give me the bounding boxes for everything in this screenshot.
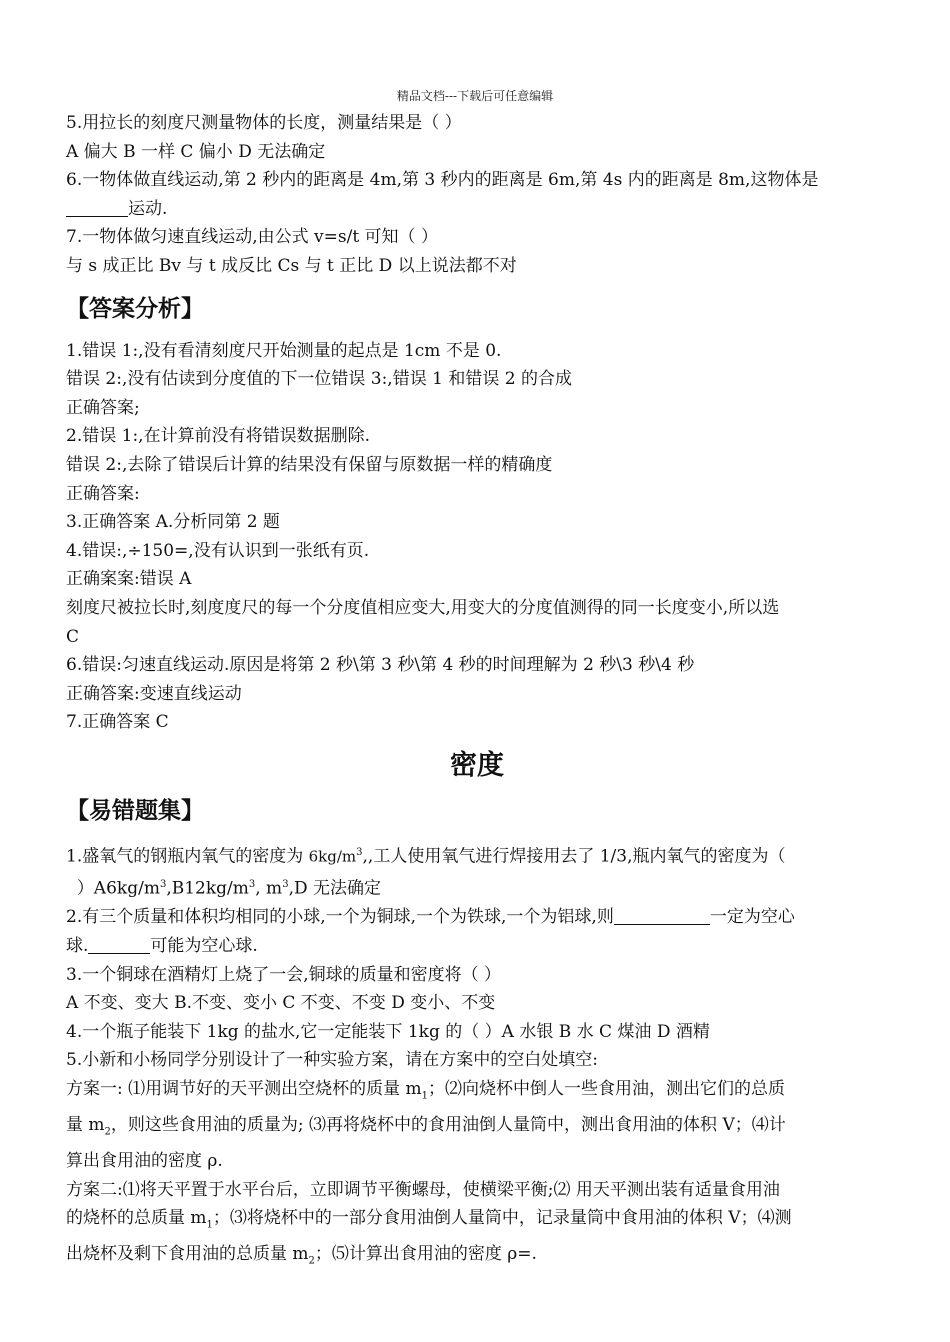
- answer-line: 3.正确答案 A.分析同第 2 题: [66, 512, 280, 533]
- subscript: 1: [206, 1219, 213, 1231]
- density-question-1-line1: [66, 839, 888, 871]
- q2-text: 可能为空心球.: [150, 935, 258, 956]
- answer-line: 正确答案:变速直线运动: [66, 683, 242, 704]
- plan-1-text: 量 m: [66, 1114, 105, 1135]
- answer-line: 正确案案:错误 A: [66, 569, 192, 590]
- answer-line: 4.错误:,÷150=,没有认识到一张纸有页.: [66, 540, 370, 561]
- plan-2-text: 的烧杯的总质量 m: [66, 1208, 207, 1229]
- density-question-3: 3.一个铜球在酒精灯上烧了一会,铜球的质量和密度将（ ）: [66, 964, 502, 985]
- superscript: 3: [248, 879, 256, 891]
- document-body: [66, 109, 888, 1276]
- error-prone-heading: 【易错题集】: [66, 797, 204, 824]
- answer-line: 1.错误 1:,没有看清刻度尺开始测量的起点是 1cm 不是 0.: [66, 340, 502, 361]
- q1-option-a: ）A6kg/m: [76, 878, 160, 899]
- answer-line: 刻度尺被拉长时,刻度度尺的每一个分度值相应变大,用变大的分度值测得的同一长度变小,所以选: [66, 597, 780, 618]
- answer-list: [66, 337, 888, 737]
- answer-line: 正确答案;: [66, 397, 140, 418]
- q1-text: 1.盛氧气的钢瓶内氧气的密度为: [66, 846, 309, 867]
- density-question-2-line1: [66, 903, 888, 932]
- plan-1-text: ，则这些食用油的质量为; ⑶再将烧杯中的食用油倒人量筒中，测出食用油的体积 V；⑷计: [110, 1114, 786, 1135]
- q1-option-d: ,D 无法确定: [288, 878, 381, 899]
- plan-1-text: ；⑵向烧杯中倒人一些食用油，测出它们的总质: [428, 1078, 786, 1099]
- q1-text: ,,工人使用氧气进行焊接用去了 1/3,瓶内氧气的密度为（: [362, 846, 786, 867]
- fill-blank: [614, 907, 710, 925]
- answer-line: 7.正确答案 C: [66, 712, 169, 733]
- superscript: 3: [159, 879, 167, 891]
- density-question-2-line2: [66, 932, 888, 961]
- plan-2-line3: [66, 1240, 888, 1276]
- density-question-4: 4.一个瓶子能装下 1kg 的盐水,它一定能装下 1kg 的（ ）A 水银 B 水 C 煤油 D 酒精: [66, 1021, 710, 1042]
- density-question-5: 5.小新和小杨同学分别设计了一种实验方案，请在方案中的空白处填空:: [66, 1050, 598, 1071]
- plan-1-line3: 算出食用油的密度 ρ.: [66, 1150, 223, 1171]
- superscript: 3: [356, 846, 363, 858]
- q1-option-c: , m: [255, 878, 283, 899]
- answer-line: 错误 2:,没有估读到分度值的下一位错误 3:,错误 1 和错误 2 的合成: [66, 369, 572, 390]
- question-7: 7.一物体做匀速直线运动,由公式 v=s/t 可知（ ）: [66, 227, 438, 248]
- plan-2-text: ；⑸计算出食用油的密度 ρ=.: [314, 1244, 537, 1265]
- plan-1-line1: [66, 1075, 888, 1111]
- subscript: 2: [104, 1126, 111, 1138]
- answer-analysis-heading: 【答案分析】: [66, 295, 204, 322]
- question-5: 5.用拉长的刻度尺测量物体的长度，测量结果是（ ）: [66, 113, 462, 133]
- plan-2-text: 出烧杯及剩下食用油的总质量 m: [66, 1244, 309, 1265]
- plan-2-text: ；⑶将烧杯中的一部分食用油倒人量筒中，记录量筒中食用油的体积 V；⑷测: [212, 1208, 792, 1229]
- q2-text: 球.: [66, 935, 89, 956]
- q2-text: 一定为空心: [709, 907, 795, 928]
- superscript: 3: [282, 879, 289, 891]
- plan-1-text: 方案一: ⑴用调节好的天平测出空烧杯的质量 m: [66, 1078, 422, 1099]
- question-6-line1: 6.一物体做直线运动,第 2 秒内的距离是 4m,第 3 秒内的距离是 6m,第 4s 内的距离是 8m,这物体是: [66, 170, 819, 191]
- question-7-options: 与 s 成正比 Bv 与 t 成反比 Cs 与 t 正比 D 以上说法都不对: [66, 255, 517, 276]
- question-6-suffix: 运动.: [128, 198, 168, 219]
- plan-1-line2: [66, 1111, 888, 1147]
- answer-line: 2.错误 1:,在计算前没有将错误数据删除.: [66, 426, 370, 447]
- answer-line: 6.错误:匀速直线运动.原因是将第 2 秒\第 3 秒\第 4 秒的时间理解为 2 秒\3 秒\4 秒: [66, 655, 695, 676]
- question-5-options: A 偏大 B 一样 C 偏小 D 无法确定: [66, 141, 326, 162]
- page-header: 精品文档---下载后可任意编辑: [396, 89, 554, 103]
- density-question-1-line2: [66, 871, 888, 903]
- q1-unit: 6kg/m: [308, 847, 357, 866]
- density-title: 密度: [450, 749, 504, 781]
- q1-option-b: ,B12kg/m: [166, 878, 249, 899]
- plan-2-line1: 方案二:⑴将天平置于水平台后，立即调节平衡螺母，使横梁平衡;⑵ 用天平测出装有适量食用油: [66, 1179, 780, 1200]
- fill-blank: [88, 936, 150, 954]
- density-question-3-options: A 不变、变大 B.不变、变小 C 不变、不变 D 变小、不变: [66, 993, 496, 1014]
- answer-line: 正确答案:: [66, 483, 140, 504]
- subscript: 2: [308, 1255, 315, 1267]
- plan-2-line2: [66, 1204, 888, 1240]
- question-6-line2: [66, 195, 888, 224]
- q2-text: 2.有三个质量和体积均相同的小球,一个为铜球,一个为铁球,一个为铝球,则: [66, 907, 614, 928]
- answer-line: C: [66, 626, 80, 647]
- subscript: 1: [421, 1090, 429, 1102]
- answer-line: 错误 2:,去除了错误后计算的结果没有保留与原数据一样的精确度: [66, 454, 553, 475]
- fill-blank: [66, 199, 128, 217]
